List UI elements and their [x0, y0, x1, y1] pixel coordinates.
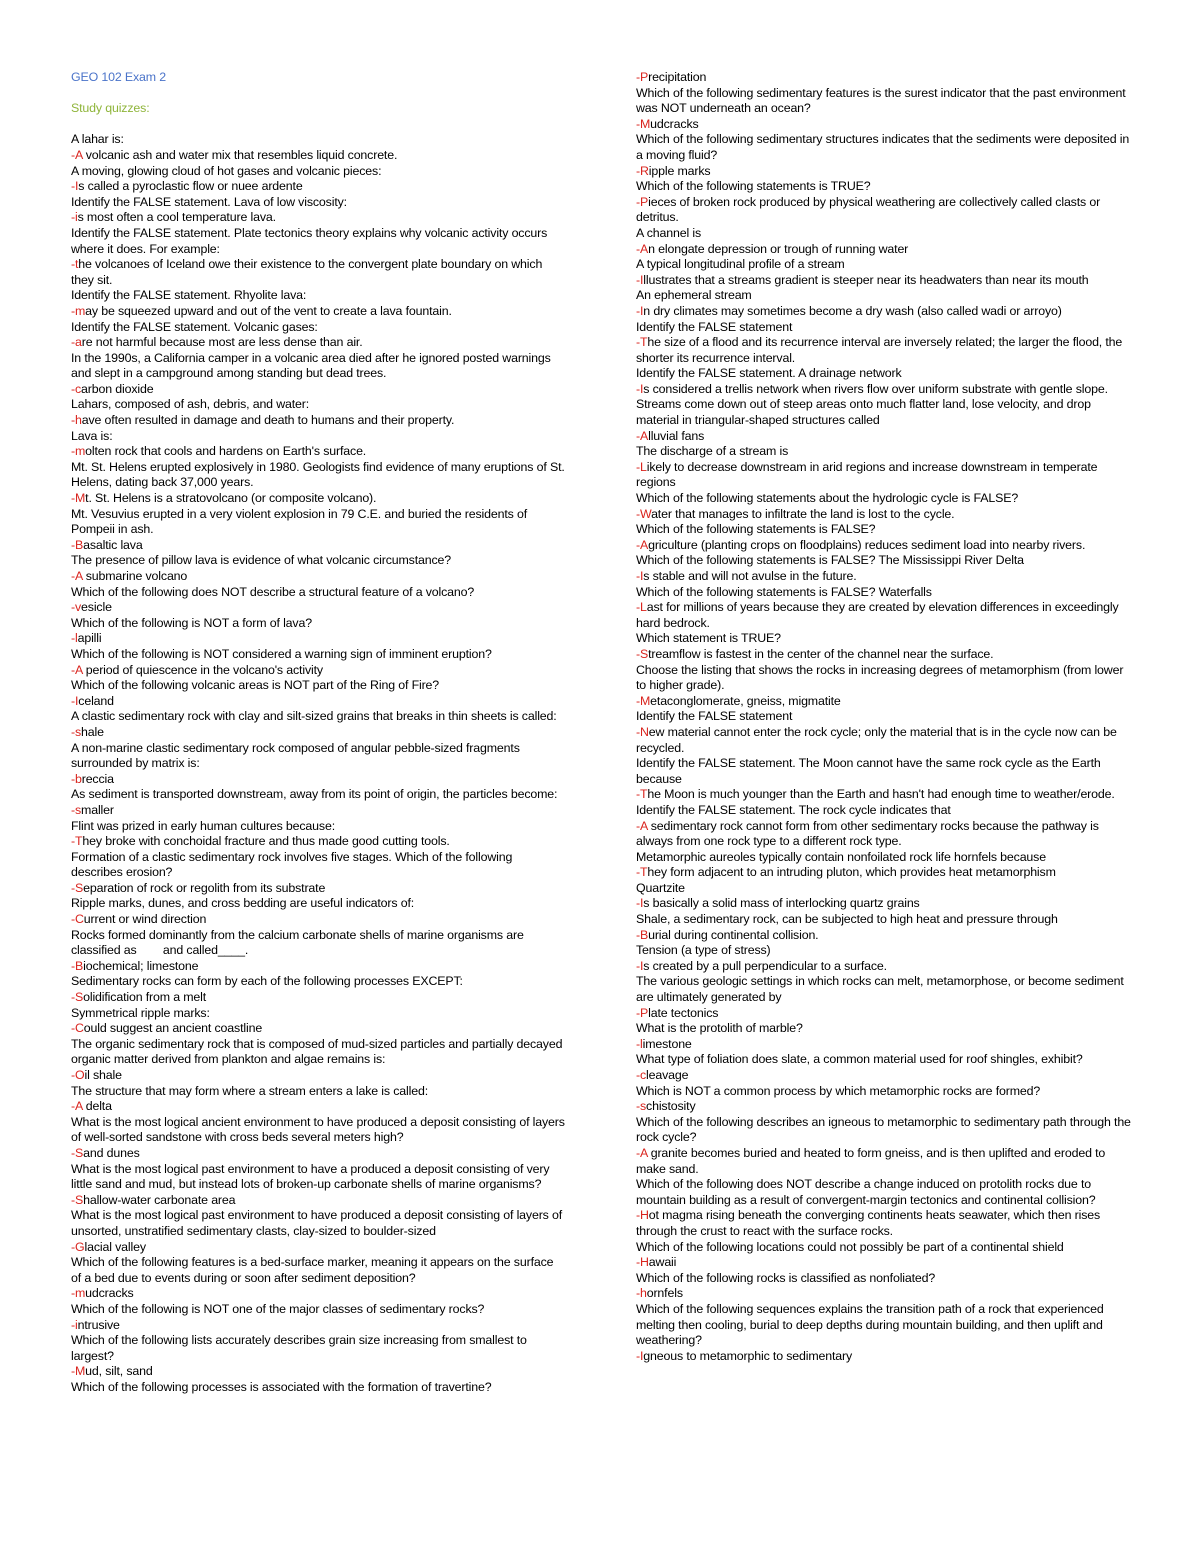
question-text: Which of the following locations could not possibly be part of a continental shield	[636, 1239, 1064, 1254]
answer-text: ew material cannot enter the rock cycle; only the material that is in the cycle now can be recycled.	[636, 724, 1120, 755]
document-title: GEO 102 Exam 2	[71, 70, 167, 84]
question-text: Identify the FALSE statement. The Moon cannot have the same rock cycle as the Earth because	[636, 756, 1104, 786]
question-text: Which of the following does NOT describe a structural feature of a volcano?	[71, 584, 475, 599]
answer-line	[636, 959, 1131, 975]
answer-marker: -A	[636, 428, 649, 443]
question-text: Which of the following is NOT one of the major classes of sedimentary rocks?	[71, 1301, 485, 1316]
answer-marker: -S	[71, 1192, 84, 1207]
answer-text: s most often a cool temperature lava.	[77, 210, 276, 225]
answer-marker: -M	[71, 491, 86, 506]
answer-line	[71, 148, 566, 164]
answer-line	[636, 1208, 1131, 1239]
question-text: Flint was prized in early human cultures because:	[71, 818, 335, 833]
answer-marker: -c	[71, 381, 82, 396]
answer-line	[636, 273, 1131, 289]
question-text: Which of the following processes is associated with the formation of travertine?	[71, 1379, 492, 1394]
answer-line	[71, 538, 566, 554]
answer-text: ipple marks	[648, 163, 711, 178]
question-text: Sedimentary rocks can form by each of the following processes EXCEPT:	[71, 974, 463, 989]
question-text: Which of the following rocks is classified as nonfoliated?	[636, 1270, 936, 1285]
answer-marker: -M	[636, 116, 651, 131]
answer-text: recipitation	[648, 70, 707, 84]
answer-text: ould suggest an ancient coastline	[83, 1021, 263, 1036]
answer-text: granite becomes buried and heated to form gneiss, and is then uplifted and eroded to make sand.	[636, 1145, 1109, 1176]
answer-marker: -M	[71, 1364, 86, 1379]
answer-line	[636, 600, 1131, 631]
answer-marker: -S	[636, 646, 649, 661]
answer-marker: -m	[71, 1286, 86, 1301]
answer-text: ave often resulted in damage and death to humans and their property.	[81, 413, 455, 428]
answer-line	[71, 1021, 566, 1037]
answer-line	[636, 896, 1131, 912]
answer-marker: -i	[71, 1317, 78, 1332]
answer-text: celand	[78, 693, 114, 708]
answer-marker: -N	[636, 724, 649, 739]
answer-text: n elongate depression or trough of running water	[648, 241, 909, 256]
answer-marker: -I	[636, 569, 644, 583]
answer-marker: -I	[636, 381, 644, 396]
answer-marker: -I	[636, 272, 644, 287]
question-text: Which of the following is NOT considered a warning sign of imminent eruption?	[71, 646, 492, 661]
question-text: What is the protolith of marble?	[636, 1021, 803, 1036]
answer-text: apilli	[77, 631, 102, 646]
answer-marker: -H	[636, 1255, 649, 1270]
answer-line	[636, 195, 1131, 226]
answer-line	[636, 335, 1131, 366]
answer-text: he volcanoes of Iceland owe their existence to the convergent plate boundary on which they sit.	[71, 257, 546, 287]
answer-text: s created by a pull perpendicular to a surface.	[643, 958, 887, 973]
answer-text: ast for millions of years because they are created by elevation differences in exceedingly hard bedrock.	[636, 600, 1122, 630]
question-text: Ripple marks, dunes, and cross bedding are useful indicators of:	[71, 896, 415, 911]
answer-line	[636, 569, 1131, 585]
answer-marker: -s	[71, 802, 82, 817]
answer-text: ieces of broken rock produced by physical weathering are collectively called clasts or detritus.	[636, 194, 1104, 225]
answer-marker: -I	[636, 303, 644, 318]
answer-text: ud, silt, sand	[85, 1364, 153, 1379]
answer-text: urrent or wind direction	[83, 912, 207, 927]
answer-line	[71, 600, 566, 616]
answer-marker: -A	[71, 569, 83, 583]
answer-marker: -S	[71, 1145, 84, 1160]
answer-marker: -M	[636, 693, 651, 708]
answer-marker: -H	[636, 1208, 649, 1223]
answer-line	[71, 1286, 566, 1302]
answer-marker: -B	[71, 537, 84, 552]
answer-line	[636, 694, 1131, 710]
answer-text: maller	[81, 802, 114, 817]
answer-text: t. St. Helens is a stratovolcano (or composite volcano).	[85, 491, 377, 506]
question-text: Which of the following features is a bed-surface marker, meaning it appears on the surface of a bed due to events during or soon after sediment deposition?	[71, 1255, 557, 1285]
question-text: Which of the following statements is FALSE? The Mississippi River Delta	[636, 553, 1024, 568]
question-text: Which of the following statements is TRUE?	[636, 179, 871, 194]
question-text: A clastic sedimentary rock with clay and silt-sized grains that breaks in thin sheets is called:	[71, 709, 557, 724]
question-text: In the 1990s, a California camper in a volcanic area died after he ignored posted warnings and slept in a campground among standing but dead trees.	[71, 350, 554, 381]
answer-marker: -T	[71, 834, 83, 849]
answer-marker: -i	[71, 210, 78, 225]
question-text: The structure that may form where a stream enters a lake is called:	[71, 1083, 428, 1098]
answer-text: chistosity	[646, 1099, 696, 1114]
answer-line	[636, 429, 1131, 445]
question-text: Identify the FALSE statement. A drainage network	[636, 366, 902, 381]
answer-line	[636, 725, 1131, 756]
answer-marker: -B	[636, 927, 649, 942]
answer-text: s basically a solid mass of interlocking quartz grains	[643, 896, 920, 911]
answer-text: ay be squeezed upward and out of the vent to create a lava fountain.	[85, 303, 452, 318]
question-text: Symmetrical ripple marks:	[71, 1005, 210, 1020]
answer-text: s called a pyroclastic flow or nuee ardente	[78, 179, 303, 194]
answer-text: lacial valley	[84, 1239, 146, 1254]
answer-marker: -I	[636, 896, 644, 911]
answer-text: ater that manages to infiltrate the land is lost to the cycle.	[651, 506, 955, 521]
answer-line	[636, 1006, 1131, 1022]
answer-line	[71, 413, 566, 429]
answer-text: s stable and will not avulse in the future.	[643, 569, 857, 583]
answer-marker: -G	[71, 1239, 85, 1254]
question-text: Formation of a clastic sedimentary rock involves five stages. Which of the following describes erosion?	[71, 849, 516, 880]
answer-marker: -S	[71, 990, 84, 1005]
answer-text: sedimentary rock cannot form from other sedimentary rocks because the pathway is always from one rock type to a different rock type.	[636, 818, 1103, 849]
answer-text: iochemical; limestone	[83, 958, 199, 973]
question-text: Which of the following does NOT describe a change induced on protolith rocks due to mountain building as a result of convergent-margin tectonics and continental collision?	[636, 1177, 1096, 1207]
question-text: The various geologic settings in which rocks can melt, metamorphose, or become sediment are ultimately generated by	[636, 974, 1127, 1005]
answer-line	[71, 631, 566, 647]
question-text: An ephemeral stream	[636, 288, 752, 303]
question-text: Mt. St. Helens erupted explosively in 1980. Geologists find evidence of many eruptions of St. Helens, dating back 37,000 years.	[71, 459, 568, 490]
question-text: A channel is	[636, 225, 702, 240]
answer-marker: -L	[636, 459, 647, 474]
question-text: The discharge of a stream is	[636, 444, 789, 459]
answer-text: submarine volcano	[82, 569, 188, 583]
answer-text: hale	[81, 724, 104, 739]
question-text: Identify the FALSE statement	[636, 709, 793, 724]
answer-line	[71, 725, 566, 741]
question-text: Which of the following volcanic areas is NOT part of the Ring of Fire?	[71, 678, 440, 693]
answer-marker: -s	[636, 1099, 647, 1114]
answer-text: ntrusive	[77, 1317, 120, 1332]
question-text: Lava is:	[71, 428, 113, 443]
answer-line	[71, 990, 566, 1006]
answer-line	[71, 210, 566, 226]
answer-marker: -l	[71, 631, 78, 646]
left-qa-list	[71, 132, 569, 1395]
answer-marker: -I	[71, 693, 79, 708]
question-text: A moving, glowing cloud of hot gases and volcanic pieces:	[71, 163, 382, 178]
answer-text: hey broke with conchoidal fracture and thus made good cutting tools.	[82, 834, 450, 849]
answer-marker: -h	[71, 413, 82, 428]
answer-line	[636, 164, 1131, 180]
answer-marker: -P	[636, 1005, 649, 1020]
answer-line	[636, 819, 1131, 850]
answer-marker: -b	[71, 771, 82, 786]
answer-text: olidification from a melt	[83, 990, 207, 1005]
question-text: Streams come down out of steep areas onto much flatter land, lose velocity, and drop material in triangular-shaped structures called	[636, 397, 1095, 428]
answer-marker: -I	[71, 179, 79, 194]
answer-marker: -a	[71, 335, 82, 350]
answer-line	[71, 881, 566, 897]
question-text: Identify the FALSE statement. Rhyolite lava:	[71, 288, 307, 303]
right-column	[636, 70, 1135, 1364]
answer-marker: -A	[636, 818, 648, 833]
answer-line	[71, 569, 566, 585]
question-text: Which of the following statements about the hydrologic cycle is FALSE?	[636, 491, 1019, 506]
answer-line	[71, 772, 566, 788]
answer-line	[71, 382, 566, 398]
answer-marker: -P	[636, 194, 649, 209]
answer-line	[71, 834, 566, 850]
answer-line	[636, 1255, 1131, 1271]
question-text: What type of foliation does slate, a common material used for roof shingles, exhibit?	[636, 1052, 1083, 1067]
answer-line	[636, 304, 1131, 320]
answer-marker: -t	[71, 257, 79, 272]
answer-text: hallow-water carbonate area	[83, 1192, 236, 1207]
answer-line	[636, 117, 1131, 133]
answer-marker: -R	[636, 163, 649, 178]
answer-marker: -L	[636, 600, 647, 615]
answer-text: n dry climates may sometimes become a dry wash (also called wadi or arroyo)	[643, 303, 1062, 318]
question-text: Lahars, composed of ash, debris, and water:	[71, 397, 310, 412]
answer-line	[71, 959, 566, 975]
question-text: Metamorphic aureoles typically contain nonfoilated rock life hornfels because	[636, 849, 1046, 864]
answer-line	[71, 803, 566, 819]
answer-line	[71, 1068, 566, 1084]
question-text: Which of the following lists accurately describes grain size increasing from smallest to largest?	[71, 1333, 531, 1363]
answer-line	[71, 912, 566, 928]
question-text: Which of the following sequences explains the transition path of a rock that experienced melting then cooling, burial to deep depths during mountain building, and then uplift and weathering?	[636, 1301, 1107, 1348]
question-text: Identify the FALSE statement. Volcanic gases:	[71, 319, 318, 334]
answer-text: esicle	[81, 600, 112, 615]
question-text: Which of the following sedimentary features is the surest indicator that the past environment was NOT underneath an ocean?	[636, 85, 1129, 116]
answer-text: gneous to metamorphic to sedimentary	[643, 1348, 853, 1363]
answer-marker: -A	[636, 241, 649, 256]
question-text: Identify the FALSE statement. Plate tectonics theory explains why volcanic activity occurs where it does. For example:	[71, 225, 551, 256]
answer-text: volcanic ash and water mix that resembles liquid concrete.	[82, 147, 398, 162]
answer-line	[636, 1286, 1131, 1302]
answer-line	[71, 491, 566, 507]
answer-line	[71, 1240, 566, 1256]
question-text: Which of the following statements is FALSE?	[636, 522, 876, 537]
answer-text: ikely to decrease downstream in arid regions and increase downstream in temperate regions	[636, 459, 1101, 490]
answer-marker: -A	[636, 537, 649, 552]
answer-line	[636, 507, 1131, 523]
answer-marker: -P	[636, 70, 649, 84]
answer-marker: -s	[71, 724, 82, 739]
answer-text: olten rock that cools and hardens on Earth's surface.	[85, 444, 367, 459]
answer-line	[636, 787, 1131, 803]
question-text: What is the most logical past environment to have produced a deposit consisting of layers of unsorted, unstratified sedimentary clasts, clay-sized to boulder-sized	[71, 1208, 566, 1238]
answer-line	[636, 538, 1131, 554]
right-qa-list	[636, 70, 1135, 1364]
answer-line	[71, 1364, 566, 1380]
answer-marker: -c	[636, 1068, 647, 1082]
answer-text: leavage	[646, 1068, 689, 1082]
answer-text: lluvial fans	[648, 428, 705, 443]
question-text: Quartzite	[636, 880, 685, 895]
answer-line	[71, 663, 566, 679]
answer-marker: -m	[71, 444, 86, 459]
question-text: A non-marine clastic sedimentary rock composed of angular pebble-sized fragments surrounded by matrix is:	[71, 740, 524, 771]
answer-line	[71, 304, 566, 320]
answer-line	[636, 865, 1131, 881]
question-text: The organic sedimentary rock that is composed of mud-sized particles and partially decayed organic matter derived from plankton and algae remains is:	[71, 1036, 566, 1067]
answer-marker: -T	[636, 865, 648, 880]
answer-marker: -T	[636, 335, 648, 350]
answer-marker: -A	[71, 662, 83, 677]
answer-line	[71, 1099, 566, 1115]
section-heading: Study quizzes:	[71, 101, 150, 116]
answer-line	[71, 257, 566, 288]
answer-marker: -W	[636, 506, 652, 521]
answer-marker: -A	[71, 147, 83, 162]
question-text: Which is NOT a common process by which metamorphic rocks are formed?	[636, 1083, 1041, 1098]
answer-text: he size of a flood and its recurrence interval are inversely related; the larger the flood, the shorter its recurrence interval.	[636, 335, 1126, 365]
answer-marker: -S	[71, 880, 84, 895]
answer-text: period of quiescence in the volcano's activity	[82, 662, 323, 677]
answer-text: treamflow is fastest in the center of the channel near the surface.	[648, 646, 994, 661]
answer-text: delta	[82, 1099, 112, 1114]
answer-marker: -C	[71, 1021, 84, 1036]
answer-line	[636, 928, 1131, 944]
answer-line	[71, 335, 566, 351]
answer-line	[636, 460, 1131, 491]
question-text: Tension (a type of stress)	[636, 943, 771, 958]
answer-line	[71, 694, 566, 710]
question-text: The presence of pillow lava is evidence of what volcanic circumstance?	[71, 553, 451, 568]
answer-text: ot magma rising beneath the converging continents heats seawater, which then rises through the crust to react with the surface rocks.	[636, 1208, 1104, 1238]
answer-line	[636, 647, 1131, 663]
answer-text: ornfels	[646, 1286, 683, 1301]
spacer	[71, 117, 566, 133]
spacer	[71, 86, 566, 102]
answer-text: udcracks	[85, 1286, 134, 1301]
answer-text: reccia	[81, 771, 114, 786]
answer-text: and dunes	[83, 1145, 140, 1160]
answer-text: udcracks	[650, 116, 699, 131]
answer-marker: -I	[636, 1348, 644, 1363]
answer-line	[636, 382, 1131, 398]
answer-marker: -v	[71, 600, 82, 615]
answer-text: griculture (planting crops on floodplains) reduces sediment load into nearby rivers.	[648, 537, 1086, 552]
question-text: Identify the FALSE statement. The rock cycle indicates that	[636, 802, 951, 817]
answer-line	[71, 1193, 566, 1209]
answer-text: asaltic lava	[83, 537, 143, 552]
answer-text: awaii	[648, 1255, 677, 1270]
answer-marker: -m	[71, 303, 86, 318]
answer-marker: -A	[71, 1099, 83, 1114]
question-text: Which statement is TRUE?	[636, 631, 781, 646]
answer-text: s considered a trellis network when rivers flow over uniform substrate with gentle slope.	[643, 381, 1108, 396]
answer-text: he Moon is much younger than the Earth and hasn't had enough time to weather/erode.	[647, 787, 1115, 802]
answer-line	[636, 242, 1131, 258]
question-text: A typical longitudinal profile of a stream	[636, 257, 845, 272]
answer-text: llustrates that a streams gradient is steeper near its headwaters than near its mouth	[643, 272, 1089, 287]
answer-text: il shale	[84, 1068, 122, 1082]
answer-line	[636, 1146, 1131, 1177]
answer-text: eparation of rock or regolith from its substrate	[83, 880, 326, 895]
question-text: Which of the following is NOT a form of lava?	[71, 615, 312, 630]
answer-text: urial during continental collision.	[648, 927, 819, 942]
question-text: What is the most logical ancient environment to have produced a deposit consisting of layers of well-sorted sandstone with cross beds several meters high?	[71, 1114, 569, 1145]
answer-line	[71, 179, 566, 195]
left-column	[71, 70, 569, 1395]
question-text: Identify the FALSE statement. Lava of low viscosity:	[71, 194, 347, 209]
answer-line	[71, 444, 566, 460]
answer-text: imestone	[642, 1036, 692, 1051]
question-text: What is the most logical past environment to have a produced a deposit consisting of very little sand and mud, but instead lots of broken-up carbonate shells of marine organisms?	[71, 1161, 553, 1192]
question-text: Which of the following describes an igneous to metamorphic to sedimentary path through the rock cycle?	[636, 1114, 1135, 1145]
answer-line	[71, 1318, 566, 1334]
answer-line	[636, 1349, 1131, 1365]
question-text: Which of the following statements is FALSE? Waterfalls	[636, 584, 932, 599]
question-text: Rocks formed dominantly from the calcium carbonate shells of marine organisms are classified as and called____.	[71, 927, 527, 958]
answer-text: late tectonics	[648, 1005, 719, 1020]
answer-line	[636, 1037, 1131, 1053]
answer-line	[636, 1068, 1131, 1084]
answer-marker: -T	[636, 787, 648, 802]
question-text: Which of the following sedimentary structures indicates that the sediments were deposited in a moving fluid?	[636, 132, 1133, 162]
question-text: Shale, a sedimentary rock, can be subjected to high heat and pressure through	[636, 912, 1058, 927]
answer-text: hey form adjacent to an intruding pluton, which provides heat metamorphism	[647, 865, 1056, 880]
answer-marker: -l	[636, 1036, 643, 1051]
question-text: As sediment is transported downstream, away from its point of origin, the particles become:	[71, 787, 558, 802]
answer-marker: -h	[636, 1286, 647, 1301]
question-text: Mt. Vesuvius erupted in a very violent explosion in 79 C.E. and buried the residents of Pompeii in ash.	[71, 506, 531, 537]
question-text: A lahar is:	[71, 132, 124, 147]
answer-marker: -B	[71, 958, 84, 973]
question-text: Choose the listing that shows the rocks in increasing degrees of metamorphism (from lower to higher grade).	[636, 662, 1127, 693]
answer-line	[71, 1146, 566, 1162]
answer-text: arbon dioxide	[81, 381, 154, 396]
answer-marker: -C	[71, 912, 84, 927]
answer-marker: -I	[636, 958, 644, 973]
answer-text: re not harmful because most are less dense than air.	[81, 335, 363, 350]
answer-marker: -A	[636, 1145, 648, 1160]
answer-line	[636, 1099, 1131, 1115]
answer-text: etaconglomerate, gneiss, migmatite	[650, 693, 841, 708]
answer-line	[636, 70, 1131, 86]
question-text: Identify the FALSE statement	[636, 319, 793, 334]
answer-marker: -O	[71, 1068, 85, 1082]
